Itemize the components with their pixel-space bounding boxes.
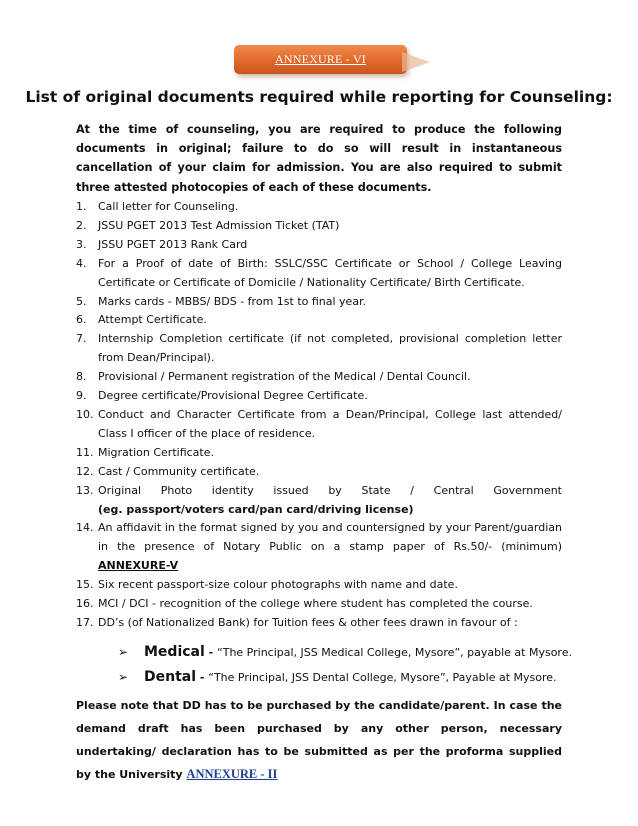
fee-text: “The Principal, JSS Dental College, Mysore”, Payable at Mysore. [208, 671, 557, 684]
item-number: 6. [76, 313, 87, 327]
item-number: 1. [76, 200, 87, 213]
item-text: JSSU PGET 2013 Rank Card [98, 237, 248, 251]
item-text: Conduct and Character Certificate from a Dean/Principal, College last attended/ Class I officer of the place of residence. [98, 407, 562, 440]
intro-paragraph: At the time of counseling, you are required to produce the following documents in original; failure to do so will result in instantaneous cancellation of your claim for admission. You are also required to submit three attested photocopies of each of these documents. [76, 123, 562, 194]
item-number: 3. [76, 237, 87, 251]
page-title: List of original documents required while reporting for Counseling: [25, 88, 613, 106]
annexure-v-link[interactable]: ANNEXURE-V [98, 559, 179, 573]
item-text: Six recent passport-size colour photographs with name and date. [98, 578, 458, 592]
arrow-bullet-icon: ➢ [118, 670, 129, 684]
list-item [76, 387, 562, 406]
arrow-bullet-icon: ➢ [118, 645, 129, 659]
item-number: 17. [76, 615, 94, 629]
list-item [76, 255, 562, 293]
item-text: Attempt Certificate. [98, 313, 207, 327]
item-text: JSSU PGET 2013 Test Admission Ticket (TAT) [98, 218, 340, 232]
item-text: Degree certificate/Provisional Degree Certificate. [98, 389, 368, 403]
item-number: 10. [76, 407, 94, 421]
annexure-badge: ANNEXURE - VI [274, 52, 367, 66]
item-text: Cast / Community certificate. [98, 464, 260, 478]
item-text: DD’s (of Nationalized Bank) for Tuition fees & other fees drawn in favour of : [98, 615, 518, 629]
item-text: MCI / DCI - recognition of the college where student has completed the course. [98, 597, 533, 611]
item-number: 8. [76, 370, 87, 384]
list-item [76, 368, 562, 387]
list-item [76, 595, 562, 614]
item-number: 14. [76, 521, 94, 535]
list-item [76, 217, 562, 236]
fee-item-dental [118, 665, 588, 690]
item-number: 11. [76, 445, 94, 459]
fee-label: Medical [144, 644, 205, 660]
note-text: Please note that DD has to be purchased by the candidate/parent. In case the demand draft has been purchased by any other person, necessary undertaking/ declaration has to be submitted as per the proforma supplied by the University [76, 699, 562, 781]
item-text: Call letter for Counseling. [98, 200, 239, 213]
item-number: 12. [76, 464, 94, 478]
item-text: Provisional / Permanent registration of the Medical / Dental Council. [98, 370, 471, 384]
list-item [76, 614, 562, 633]
list-item [76, 311, 562, 330]
item-text: Migration Certificate. [98, 445, 214, 459]
list-item [76, 293, 562, 312]
fees-list [118, 640, 588, 690]
item-number: 13. [76, 483, 94, 497]
item-number: 15. [76, 578, 94, 592]
list-item [76, 444, 562, 463]
list-item [76, 463, 562, 482]
annexure-ii-link[interactable]: ANNEXURE - II [186, 767, 278, 781]
item-text: An affidavit in the format signed by you and countersigned by your Parent/guardian in the presence of Notary Public on a stamp paper of Rs.50/- (minimum) [98, 521, 562, 554]
list-item [76, 198, 562, 217]
documents-list [76, 198, 562, 633]
list-item [76, 519, 562, 576]
list-item [76, 406, 562, 444]
fee-text: “The Principal, JSS Medical College, Mysore”, payable at Mysore. [217, 646, 572, 659]
item-number: 9. [76, 389, 87, 403]
item-text: Original Photo identity issued by State / Central Government [98, 483, 562, 497]
item-number: 16. [76, 597, 94, 611]
fee-separator: - [204, 646, 218, 659]
item-text: Marks cards - MBBS/ BDS - from 1st to final year. [98, 294, 367, 308]
item-number: 2. [76, 218, 87, 232]
note-paragraph [76, 694, 562, 786]
item-number: 7. [76, 332, 87, 346]
item-text: Internship Completion certificate (if not completed, provisional completion letter from Dean/Principal). [98, 332, 562, 365]
item-bold-text: (eg. passport/voters card/pan card/driving license) [98, 502, 414, 516]
fee-label: Dental [144, 669, 197, 685]
item-number: 5. [76, 294, 87, 308]
item-text: For a Proof of date of Birth: SSLC/SSC Certificate or School / College Leaving Certificate or Certificate of Domicile / Nationality Certificate/ Birth Certificate. [98, 256, 562, 289]
list-item [76, 576, 562, 595]
list-item [76, 236, 562, 255]
list-item [76, 482, 562, 520]
fee-separator: - [196, 671, 209, 684]
fee-item-medical [118, 640, 588, 665]
list-item [76, 330, 562, 368]
item-number: 4. [76, 256, 87, 270]
